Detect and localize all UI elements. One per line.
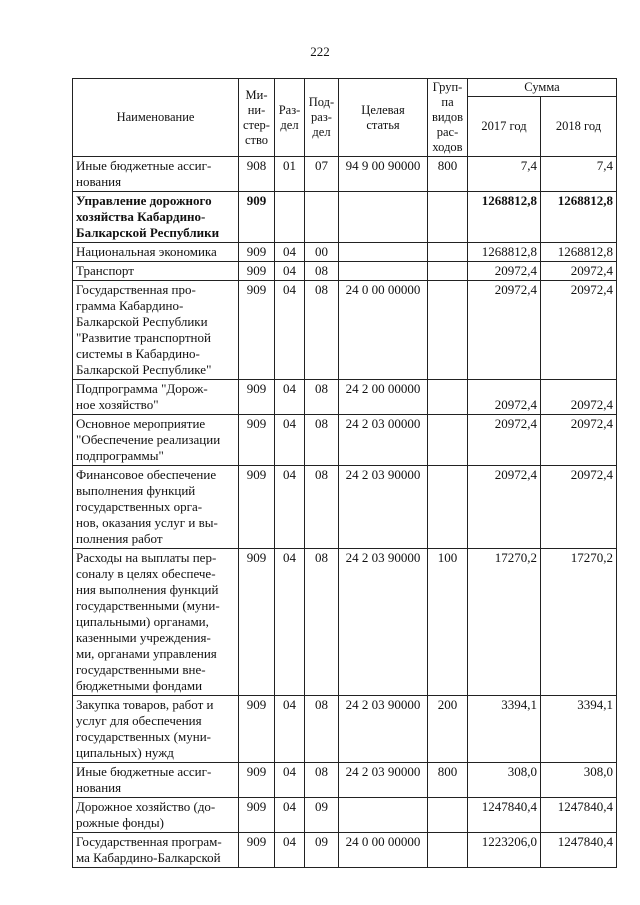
- row-target: 94 9 00 90000: [339, 157, 428, 192]
- row-name: Финансовое обеспечение выполнения функций государственных орга- нов, оказания услуг и вы- полнения работ: [73, 466, 239, 549]
- row-sum-2017: 308,0: [468, 763, 541, 798]
- row-subsection: 08: [305, 763, 339, 798]
- row-group: [428, 833, 468, 868]
- row-name: Подпрограмма "Дорож- ное хозяйство": [73, 380, 239, 415]
- header-section: Раз- дел: [275, 79, 305, 157]
- row-subsection: 09: [305, 833, 339, 868]
- row-group: [428, 415, 468, 466]
- row-sum-2017: 1223206,0: [468, 833, 541, 868]
- header-group: Груп- па видов рас- ходов: [428, 79, 468, 157]
- row-name: Национальная экономика: [73, 243, 239, 262]
- table-row: [73, 243, 617, 262]
- row-section: [275, 192, 305, 243]
- row-subsection: 08: [305, 262, 339, 281]
- row-group: 100: [428, 549, 468, 696]
- row-name: Транспорт: [73, 262, 239, 281]
- row-sum-2018: 20972,4: [541, 415, 617, 466]
- row-sum-2018: 1247840,4: [541, 833, 617, 868]
- row-ministry: 909: [239, 833, 275, 868]
- header-year-2018: 2018 год: [541, 97, 617, 157]
- table-header: [73, 79, 617, 157]
- row-subsection: 08: [305, 281, 339, 380]
- row-sum-2017: 20972,4: [468, 466, 541, 549]
- row-sum-2017: 1268812,8: [468, 192, 541, 243]
- header-year-2017: 2017 год: [468, 97, 541, 157]
- row-section: 04: [275, 380, 305, 415]
- row-sum-2018: 20972,4: [541, 281, 617, 380]
- row-sum-2018: 3394,1: [541, 696, 617, 763]
- table-row: [73, 192, 617, 243]
- row-group: 800: [428, 763, 468, 798]
- row-sum-2018: 17270,2: [541, 549, 617, 696]
- header-ministry: Ми- ни- стер- ство: [239, 79, 275, 157]
- row-ministry: 909: [239, 549, 275, 696]
- row-section: 04: [275, 466, 305, 549]
- row-name: Иные бюджетные ассиг- нования: [73, 157, 239, 192]
- table-row: [73, 833, 617, 868]
- row-section: 04: [275, 281, 305, 380]
- row-ministry: 909: [239, 262, 275, 281]
- table-row: [73, 696, 617, 763]
- row-group: [428, 380, 468, 415]
- row-subsection: 08: [305, 380, 339, 415]
- row-ministry: 909: [239, 380, 275, 415]
- row-name: Расходы на выплаты пер- соналу в целях обеспече- ния выполнения функций государственными (муни- ципальными) органами, казенными учреждения- ми, органами управления государственными вне- бюджетными фондами: [73, 549, 239, 696]
- row-sum-2017: 20972,4: [468, 380, 541, 415]
- row-sum-2018: 7,4: [541, 157, 617, 192]
- row-sum-2017: 1268812,8: [468, 243, 541, 262]
- row-sum-2017: 3394,1: [468, 696, 541, 763]
- row-sum-2018: 1268812,8: [541, 192, 617, 243]
- row-group: [428, 192, 468, 243]
- table-row: [73, 415, 617, 466]
- row-sum-2018: 20972,4: [541, 262, 617, 281]
- table-row: [73, 281, 617, 380]
- row-sum-2017: 20972,4: [468, 415, 541, 466]
- row-section: 04: [275, 549, 305, 696]
- row-target: [339, 192, 428, 243]
- row-group: 800: [428, 157, 468, 192]
- header-subsection: Под- раз- дел: [305, 79, 339, 157]
- row-name: Иные бюджетные ассиг- нования: [73, 763, 239, 798]
- page-number: 222: [310, 44, 330, 59]
- row-target: [339, 243, 428, 262]
- row-subsection: 08: [305, 549, 339, 696]
- row-group: 200: [428, 696, 468, 763]
- row-section: 04: [275, 696, 305, 763]
- row-target: [339, 798, 428, 833]
- row-subsection: [305, 192, 339, 243]
- row-target: 24 0 00 00000: [339, 833, 428, 868]
- row-group: [428, 281, 468, 380]
- row-ministry: 909: [239, 696, 275, 763]
- row-target: 24 2 00 00000: [339, 380, 428, 415]
- row-section: 04: [275, 833, 305, 868]
- table-row: [73, 157, 617, 192]
- row-sum-2018: 20972,4: [541, 380, 617, 415]
- row-ministry: 909: [239, 466, 275, 549]
- row-name: Дорожное хозяйство (до- рожные фонды): [73, 798, 239, 833]
- row-target: 24 2 03 90000: [339, 466, 428, 549]
- row-target: 24 2 03 90000: [339, 696, 428, 763]
- row-ministry: 909: [239, 243, 275, 262]
- table-row: [73, 466, 617, 549]
- row-subsection: 08: [305, 415, 339, 466]
- row-target: 24 2 03 00000: [339, 415, 428, 466]
- header-name: Наименование: [73, 79, 239, 157]
- row-sum-2018: 308,0: [541, 763, 617, 798]
- row-name: Управление дорожного хозяйства Кабардино- Балкарской Республики: [73, 192, 239, 243]
- row-subsection: 08: [305, 696, 339, 763]
- row-target: 24 2 03 90000: [339, 763, 428, 798]
- table-row: [73, 262, 617, 281]
- table-body: [73, 157, 617, 868]
- row-ministry: 908: [239, 157, 275, 192]
- row-section: 04: [275, 763, 305, 798]
- row-name: Государственная програм- ма Кабардино-Балкарской: [73, 833, 239, 868]
- table-row: [73, 380, 617, 415]
- row-ministry: 909: [239, 192, 275, 243]
- row-subsection: 09: [305, 798, 339, 833]
- row-ministry: 909: [239, 763, 275, 798]
- row-section: 04: [275, 415, 305, 466]
- row-section: 04: [275, 798, 305, 833]
- row-target: 24 2 03 90000: [339, 549, 428, 696]
- header-target: Целевая статья: [339, 79, 428, 157]
- row-section: 04: [275, 262, 305, 281]
- row-sum-2017: 1247840,4: [468, 798, 541, 833]
- row-ministry: 909: [239, 798, 275, 833]
- row-subsection: 08: [305, 466, 339, 549]
- row-group: [428, 262, 468, 281]
- table-row: [73, 763, 617, 798]
- row-section: 04: [275, 243, 305, 262]
- row-sum-2018: 1247840,4: [541, 798, 617, 833]
- row-sum-2017: 20972,4: [468, 262, 541, 281]
- row-group: [428, 466, 468, 549]
- row-ministry: 909: [239, 415, 275, 466]
- row-group: [428, 243, 468, 262]
- row-section: 01: [275, 157, 305, 192]
- row-group: [428, 798, 468, 833]
- table-row: [73, 798, 617, 833]
- table-row: [73, 549, 617, 696]
- row-target: [339, 262, 428, 281]
- row-ministry: 909: [239, 281, 275, 380]
- row-sum-2017: 17270,2: [468, 549, 541, 696]
- row-sum-2017: 7,4: [468, 157, 541, 192]
- row-name: Основное мероприятие "Обеспечение реализации подпрограммы": [73, 415, 239, 466]
- row-target: 24 0 00 00000: [339, 281, 428, 380]
- row-name: Государственная про- грамма Кабардино- Балкарской Республики "Развитие транспортной системы в Кабардино- Балкарской Республике": [73, 281, 239, 380]
- row-sum-2018: 1268812,8: [541, 243, 617, 262]
- row-subsection: 07: [305, 157, 339, 192]
- row-subsection: 00: [305, 243, 339, 262]
- row-sum-2017: 20972,4: [468, 281, 541, 380]
- budget-table: [72, 78, 617, 868]
- row-sum-2018: 20972,4: [541, 466, 617, 549]
- row-name: Закупка товаров, работ и услуг для обеспечения государственных (муни- ципальных) нужд: [73, 696, 239, 763]
- header-sum: Сумма: [468, 79, 617, 97]
